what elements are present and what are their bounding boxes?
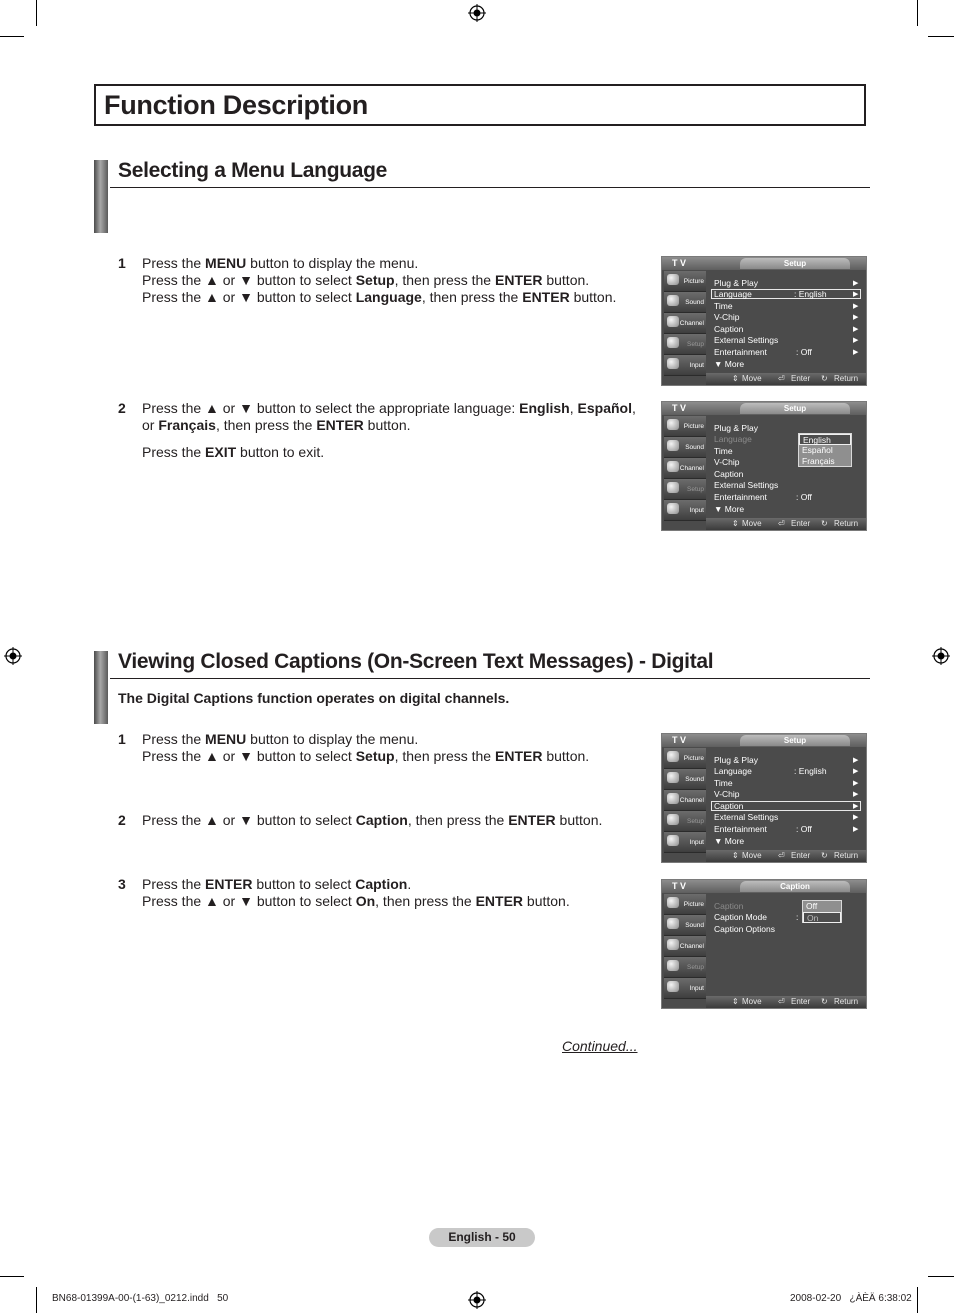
triangle-right-icon: ▶ [853,780,859,787]
osd-tv-label: T V [672,735,687,745]
language-popup [798,433,852,467]
osd-side-input: Input [664,355,706,376]
osd-side-picture: Picture [664,271,706,292]
enter-icon: ⏎ [778,851,785,860]
step-number: 1 [118,731,126,747]
enter-icon: ⏎ [778,519,785,528]
osd-side-picture: Picture [664,894,706,915]
triangle-right-icon: ▶ [853,803,859,810]
osd-menu-value: : Off [796,824,812,834]
osd-more-item: ▼ More [714,836,745,846]
osd-menu-item: Caption [714,901,744,911]
tv-osd-setup-menu [661,256,867,386]
osd-tab-title: Setup [740,403,850,414]
osd-menu-item: Time [714,301,733,311]
osd-menu-item: Entertainment [714,824,767,834]
osd-side-picture: Picture [664,416,706,437]
channel-icon [667,939,679,950]
file-slug: BN68-01399A-00-(1-63)_0212.indd 50 [52,1293,229,1304]
triangle-right-icon: ▶ [853,349,859,356]
step-number: 2 [118,812,126,828]
triangle-right-icon: ▶ [853,757,859,764]
return-icon: ↻ [821,374,828,383]
picture-icon [667,419,679,430]
language-option: English [799,434,851,445]
return-icon: ↻ [821,851,828,860]
osd-more-item: ▼ More [714,504,745,514]
section-bar [94,651,108,724]
osd-menu-item: Entertainment [714,492,767,502]
triangle-right-icon: ▶ [853,326,859,333]
enter-icon: ⏎ [778,374,785,383]
osd-side-input: Input [664,500,706,521]
page-number-badge: English - 50 [429,1228,535,1247]
page-title: Function Description [104,90,369,120]
crop-mark [928,1276,954,1277]
step-instructions: Press the MENU button to display the menu. Press the ▲ or ▼ button to select Setup, then press the ENTER button. [142,731,590,764]
osd-menu-value: : Off [796,492,812,502]
section-title: Viewing Closed Captions (On-Screen Text Messages) - Digital [118,650,714,673]
osd-menu-panel [708,417,864,517]
move-icon: ⇕ [732,997,739,1006]
osd-menu-value: : English [794,766,827,776]
caption-popup [802,900,842,923]
section-bar [94,160,108,233]
sound-icon [667,772,679,783]
picture-icon [667,274,679,285]
input-icon [667,835,679,846]
osd-menu-item: Time [714,446,733,456]
osd-menu-value: : Off [796,347,812,357]
osd-tv-label: T V [672,403,687,413]
section-divider [110,187,870,188]
osd-menu-item: Language [714,434,752,444]
sound-icon [667,918,679,929]
step-number: 1 [118,255,126,271]
registration-mark-icon [932,647,950,665]
registration-mark-icon [468,1291,486,1309]
osd-menu-panel [708,749,864,849]
step-instructions: Press the ▲ or ▼ button to select Caption, then press the ENTER button. [142,812,603,828]
step-number: 2 [118,400,126,416]
osd-side-channel: Channel [664,790,706,811]
registration-mark-icon [468,4,486,22]
triangle-down-icon: ▼ [714,504,725,514]
move-icon: ⇕ [732,374,739,383]
return-icon: ↻ [821,997,828,1006]
osd-footer: ⇕ Move ⏎ Enter ↻ Return [706,850,866,862]
osd-menu-item: External Settings [714,812,779,822]
section-divider [110,678,870,679]
tv-osd-caption-menu [661,879,867,1009]
crop-mark [0,1276,24,1277]
osd-tab-title: Setup [740,258,850,269]
channel-icon [667,793,679,804]
osd-tv-label: T V [672,258,687,268]
osd-side-sound: Sound [664,915,706,936]
triangle-down-icon: ▼ [714,836,725,846]
osd-menu-value: : English [794,289,827,299]
osd-menu-item: Entertainment [714,347,767,357]
osd-side-setup: Setup [664,334,706,355]
osd-sidebar [664,748,706,854]
language-option: Français [802,456,835,466]
tv-osd-language-menu [661,401,867,531]
osd-side-channel: Channel [664,458,706,479]
osd-side-input: Input [664,832,706,853]
osd-side-sound: Sound [664,437,706,458]
triangle-right-icon: ▶ [853,303,859,310]
input-icon [667,981,679,992]
osd-sidebar [664,894,706,1000]
triangle-right-icon: ▶ [853,826,859,833]
step-number: 3 [118,876,126,892]
osd-menu-item: Time [714,778,733,788]
osd-tab-title: Caption [740,881,850,892]
return-icon: ↻ [821,519,828,528]
input-icon [667,503,679,514]
osd-side-picture: Picture [664,748,706,769]
osd-more-item: ▼ More [714,359,745,369]
osd-side-setup: Setup [664,957,706,978]
sound-icon [667,295,679,306]
osd-sidebar [664,416,706,522]
sound-icon [667,440,679,451]
osd-menu-item: External Settings [714,480,779,490]
section-intro: The Digital Captions function operates on digital channels. [118,690,510,706]
osd-footer: ⇕ Move ⏎ Enter ↻ Return [706,996,866,1008]
osd-side-channel: Channel [664,313,706,334]
setup-icon [667,960,679,971]
setup-icon [667,814,679,825]
osd-menu-panel [708,895,864,995]
triangle-right-icon: ▶ [853,791,859,798]
crop-mark [0,36,24,37]
caption-option: On [803,912,841,923]
registration-mark-icon [4,647,22,665]
caption-option: Off [806,901,818,911]
crop-mark [36,1287,37,1313]
step-instructions: Press the ENTER button to select Caption. Press the ▲ or ▼ button to select On, then press the ENTER button. [142,876,570,909]
osd-tv-label: T V [672,881,687,891]
osd-menu-item: Caption Mode [714,912,767,922]
triangle-right-icon: ▶ [853,291,859,298]
triangle-right-icon: ▶ [853,314,859,321]
setup-icon [667,337,679,348]
timestamp-slug: 2008-02-20 ¿ÀÈÄ 6:38:02 [790,1293,912,1304]
move-icon: ⇕ [732,519,739,528]
osd-footer: ⇕ Move ⏎ Enter ↻ Return [706,518,866,530]
osd-menu-item: Caption Options [714,924,775,934]
channel-icon [667,316,679,327]
continued-link: Continued... [562,1038,638,1054]
triangle-right-icon: ▶ [853,814,859,821]
osd-menu-item: Language [714,766,752,776]
picture-icon [667,751,679,762]
move-icon: ⇕ [732,851,739,860]
osd-sidebar [664,271,706,377]
osd-footer: ⇕ Move ⏎ Enter ↻ Return [706,373,866,385]
osd-menu-item: V-Chip [714,457,740,467]
step-instructions: Press the ▲ or ▼ button to select the appropriate language: English, Español, or Français, then press the ENTER button. Press the EXIT button to exit. [142,400,636,460]
section-title: Selecting a Menu Language [118,159,388,182]
osd-menu-panel [708,272,864,372]
triangle-right-icon: ▶ [853,768,859,775]
enter-icon: ⏎ [778,997,785,1006]
triangle-right-icon: ▶ [853,280,859,287]
step-instructions: Press the MENU button to display the menu. Press the ▲ or ▼ button to select Setup, then press the ENTER button. Press the ▲ or ▼ button to select Language, then press the ENTER button. [142,255,617,305]
osd-menu-item: V-Chip [714,789,740,799]
osd-menu-item: Caption [714,801,744,811]
triangle-down-icon: ▼ [714,359,725,369]
osd-side-input: Input [664,978,706,999]
osd-menu-item: Caption [714,324,744,334]
osd-menu-item: External Settings [714,335,779,345]
osd-menu-value: : [796,912,799,922]
osd-side-setup: Setup [664,479,706,500]
osd-menu-item: Plug & Play [714,423,758,433]
crop-mark [928,36,954,37]
osd-side-sound: Sound [664,292,706,313]
channel-icon [667,461,679,472]
osd-side-setup: Setup [664,811,706,832]
osd-menu-item: V-Chip [714,312,740,322]
crop-mark [917,0,918,26]
crop-mark [36,0,37,26]
osd-menu-item: Plug & Play [714,278,758,288]
osd-side-sound: Sound [664,769,706,790]
input-icon [667,358,679,369]
triangle-right-icon: ▶ [853,337,859,344]
osd-side-channel: Channel [664,936,706,957]
osd-tab-title: Setup [740,735,850,746]
tv-osd-setup-caption [661,733,867,863]
language-option: Español [802,445,833,455]
crop-mark [917,1287,918,1313]
osd-menu-item: Language [714,289,752,299]
osd-menu-item: Plug & Play [714,755,758,765]
picture-icon [667,897,679,908]
osd-menu-item: Caption [714,469,744,479]
setup-icon [667,482,679,493]
